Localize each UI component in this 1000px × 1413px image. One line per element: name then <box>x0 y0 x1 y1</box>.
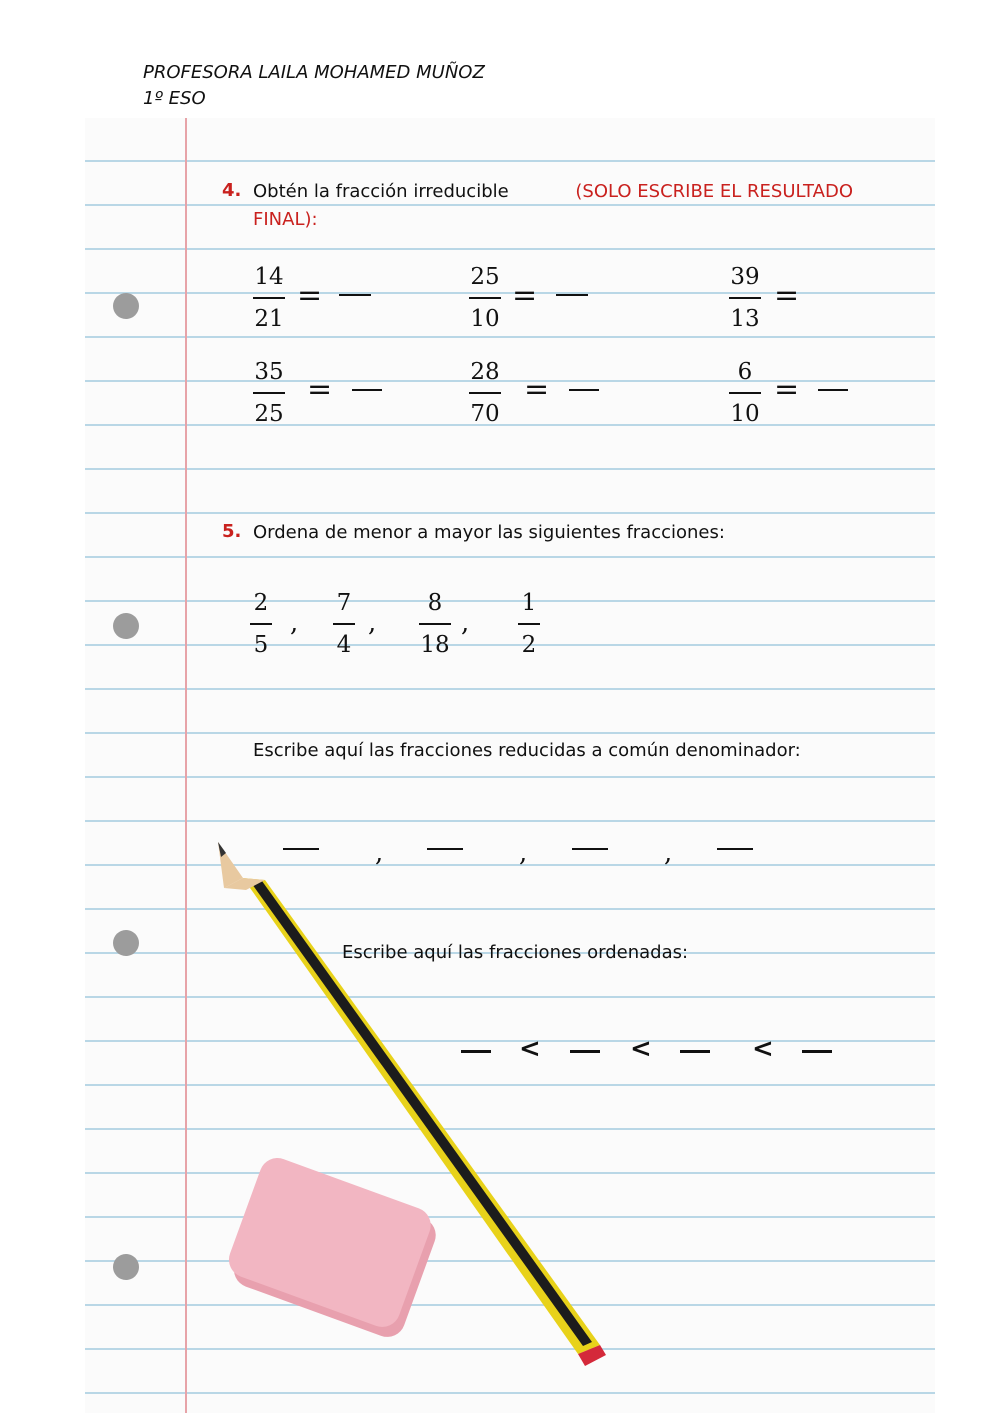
less-than-sign: < <box>752 1034 774 1064</box>
course-label: 1º ESO <box>143 88 206 109</box>
equals-sign: = <box>307 372 333 407</box>
numerator: 39 <box>730 264 760 290</box>
teacher-name: PROFESORA LAILA MOHAMED MUÑOZ <box>143 62 485 83</box>
comma: , <box>664 838 673 868</box>
comma: , <box>290 608 299 638</box>
equals-sign: = <box>524 372 550 407</box>
question-4-instruction: Obtén la fracción irreducible <box>253 181 509 202</box>
eraser-icon <box>224 1153 441 1342</box>
denominator: 25 <box>254 401 284 427</box>
denominator: 21 <box>254 306 284 332</box>
equals-sign: = <box>297 278 323 313</box>
comma: , <box>519 838 528 868</box>
less-than-sign: < <box>519 1034 541 1064</box>
comma: , <box>368 608 377 638</box>
question-5-text: Ordena de menor a mayor las siguientes fracciones: <box>253 522 725 543</box>
denominator: 70 <box>470 401 500 427</box>
comma: , <box>375 838 384 868</box>
denominator: 10 <box>730 401 760 427</box>
denominator: 10 <box>470 306 500 332</box>
numerator: 35 <box>254 359 284 385</box>
question-4-number: 4. <box>222 180 242 201</box>
less-than-sign: < <box>630 1034 652 1064</box>
numerator: 8 <box>427 590 443 616</box>
question-5-number: 5. <box>222 521 242 542</box>
numerator: 7 <box>336 590 352 616</box>
equals-sign: = <box>512 278 538 313</box>
equals-sign: = <box>774 278 800 313</box>
comma: , <box>461 608 470 638</box>
question-4-highlight: (SOLO ESCRIBE EL RESULTADO <box>575 181 853 202</box>
denominator: 5 <box>253 632 269 658</box>
question-4-highlight-cont: FINAL): <box>253 209 318 230</box>
denominator: 18 <box>420 632 450 658</box>
numerator: 2 <box>253 590 269 616</box>
denominator: 4 <box>336 632 352 658</box>
denominator: 13 <box>730 306 760 332</box>
numerator: 14 <box>254 264 284 290</box>
numerator: 6 <box>737 359 753 385</box>
equals-sign: = <box>774 372 800 407</box>
numerator: 1 <box>521 590 537 616</box>
ordered-prompt: Escribe aquí las fracciones ordenadas: <box>342 942 689 963</box>
common-denominator-prompt: Escribe aquí las fracciones reducidas a común denominador: <box>253 740 801 761</box>
denominator: 2 <box>521 632 537 658</box>
numerator: 28 <box>470 359 500 385</box>
numerator: 25 <box>470 264 500 290</box>
